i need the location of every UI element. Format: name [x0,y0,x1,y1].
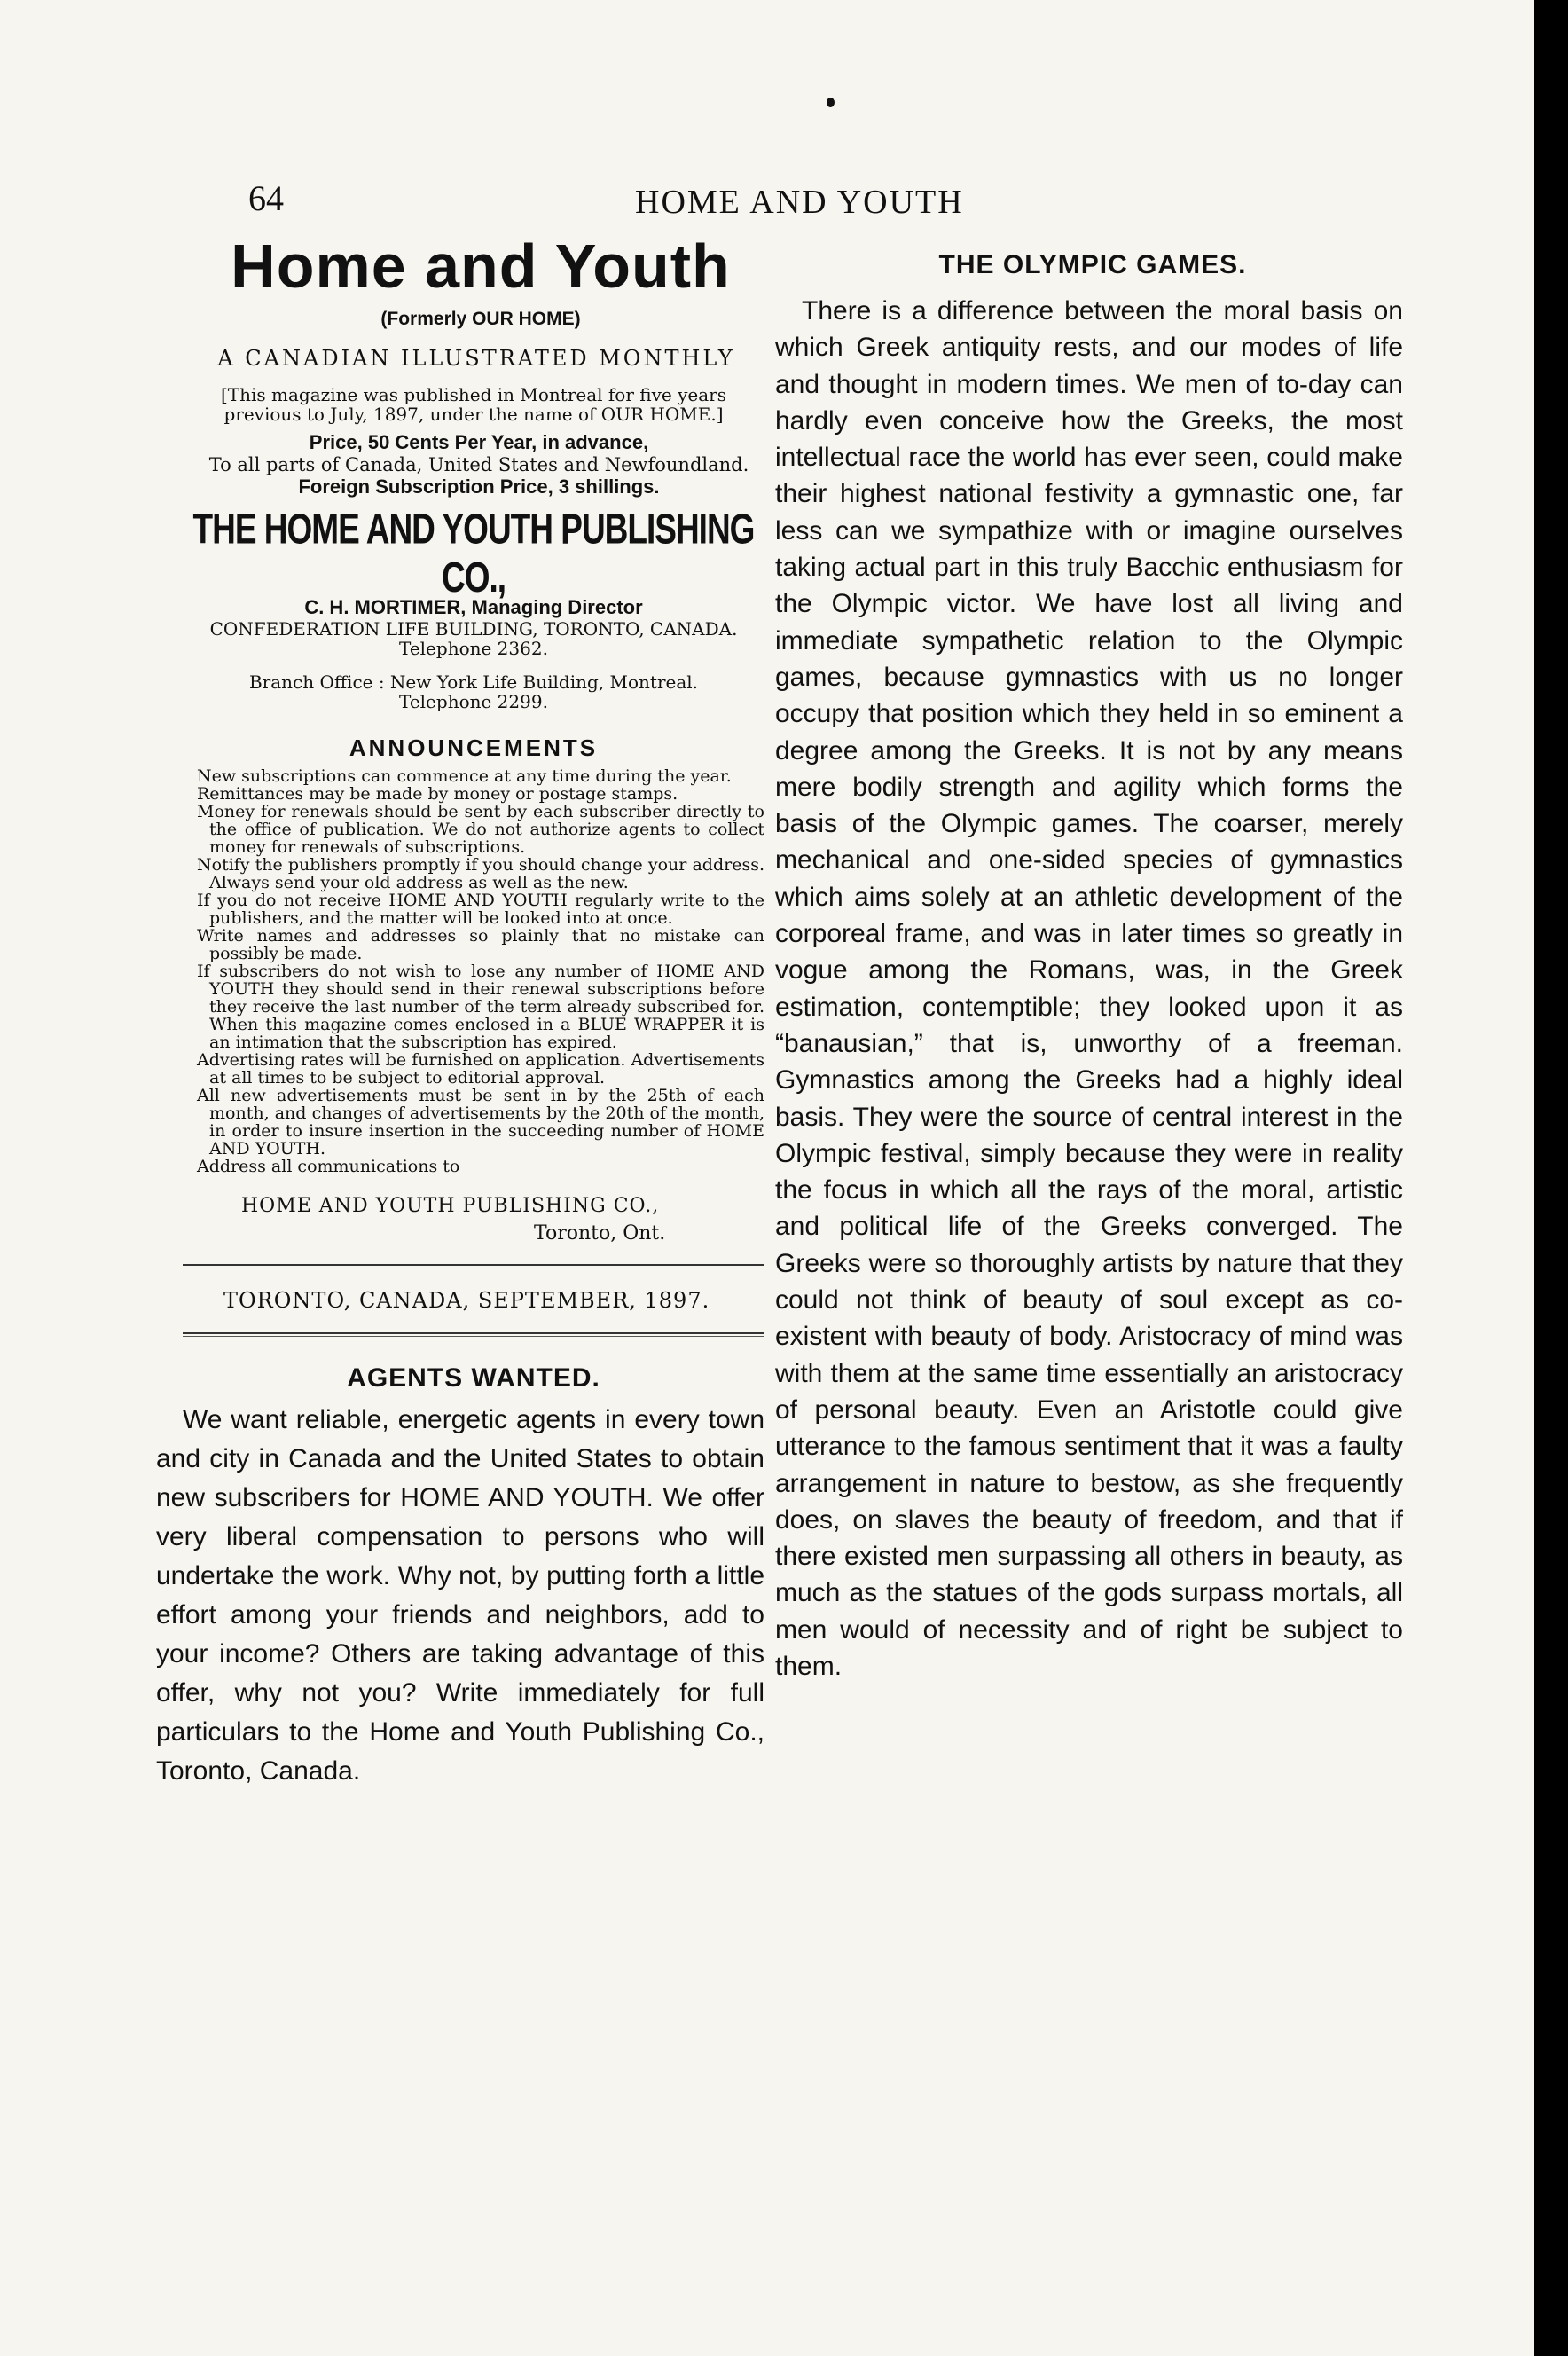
subscription-price: Price, 50 Cents Per Year, in advance, [309,431,649,453]
branch-office: Branch Office : New York Life Building, Montreal. [248,671,699,693]
left-column [156,227,764,1791]
announcements-signature-city: Toronto, Ont. [534,1222,666,1245]
announcement-item: New subscriptions can commence at any time during the year. [197,766,732,786]
double-rule [183,1264,764,1268]
branch-telephone: Telephone 2299. [399,691,548,712]
announcement-item: Notify the publishers promptly if you should change your address. Always send your old address as well as the new. [197,855,764,892]
announcement-item: Advertising rates will be furnished on application. Advertisements at all times to be subject to editorial approval. [197,1050,764,1088]
dateline: TORONTO, CANADA, SEPTEMBER, 1897. [223,1288,710,1313]
subscription-coverage: To all parts of Canada, United States and Newfoundland. [208,454,749,475]
masthead-formerly: (Formerly OUR HOME) [380,309,581,329]
masthead-subtitle: A CANADIAN ILLUSTRATED MONTHLY [217,346,735,371]
managing-director: C. H. MORTIMER, Managing Director [304,596,643,618]
announcement-item: Address all communications to [197,1157,460,1176]
publisher-telephone: Telephone 2362. [399,638,548,659]
agents-body: We want reliable, energetic agents in every town and city in Canada and the United States to obtain new subscribers for HOME AND YOUTH. We offer very liberal compensation to persons who will undertake the work. Why not, by putting forth a little effort among your friends and neighbors, add to your income? Others are taking advantage of this offer, why not you? Write immediately for full particulars to the Home and Youth Publishing Co., Toronto, Canada. [156,1405,764,1786]
publisher-name: THE HOME AND YOUTH PUBLISHING CO., [192,505,755,601]
announcement-item: Money for renewals should be sent by each subscriber directly to the office of publication. We do not authorize agents to collect money for renewals of subscriptions. [197,802,764,857]
running-head: HOME AND YOUTH [635,184,964,221]
announcement-item: If subscribers do not wish to lose any number of HOME AND YOUTH they should send in their renewal subscriptions before they receive the last number of the term already subscribed for. When this magazine comes enclosed in a BLUE WRAPPER it is an intimation that the subscription has expired. [197,962,764,1052]
announcement-item: If you do not receive HOME AND YOUTH regularly write to the publishers, and the matter will be looked into at once. [197,891,764,928]
page-number: 64 [248,178,284,218]
foreign-price: Foreign Subscription Price, 3 shillings. [298,475,660,498]
double-rule [183,1332,764,1337]
history-note: [This magazine was published in Montreal for five years previous to July, 1897, under the name of OUR HOME.] [221,384,726,425]
olympic-body: There is a difference between the moral basis on which Greek antiquity rests, and our modes of life and thought in modern times. We men of to-day can hardly even conceive how the Greeks, the most intellectual race the world has ever seen, could make their highest national festivity a gymnastic one, far less can we sympathize with or imagine ourselves taking actual part in this truly Bacchic enthusiasm for the Olympic victor. We have lost all living and immediate sympathetic relation to the Olympic games, because gymnastics with us no longer occupy that position which they held in so eminent a degree among the Greeks. It is not by any means mere bodily strength and agility which forms the basis of the Olympic games. The coarser, merely mechanical and one-sided species of gymnastics which aims solely at an athletic development of the corporeal frame, and was in later times so greatly in vogue among the Romans, was, in the Greek estimation, contemptible; they looked upon it as “banausian,” that is, unworthy of a freeman. Gymnastics among the Greeks had a highly ideal basis. They were the source of central interest in the Olympic festival, simply because they were in reality the focus in which all the rays of the moral, artistic and political life of the Greeks converged. The Greeks were so thoroughly artists by nature that they could not think of beauty of soul except as co-existent with beauty of body. Aristocracy of mind was with them at the same time essentially an aristocracy of personal beauty. Even an Aristotle could give utterance to the famous sentiment that it was a faulty arrangement in nature to bestow, as she frequently does, on slaves the beauty of freedom, and that if there existed men surpassing all others in beauty, as much as the statues of the gods surpass mortals, all men would of necessity and of right be subject to them. [775,296,1403,1681]
announcement-item: Write names and addresses so plainly that no mistake can possibly be made. [197,926,764,963]
ink-dot [827,98,835,107]
olympic-heading: THE OLYMPIC GAMES. [938,250,1247,279]
right-column [775,250,1403,1685]
agents-heading: AGENTS WANTED. [347,1363,600,1393]
announcement-item: Remittances may be made by money or postage stamps. [197,784,678,804]
publisher-address: CONFEDERATION LIFE BUILDING, TORONTO, CANADA. [209,618,738,640]
announcements-signature: HOME AND YOUTH PUBLISHING CO., [241,1195,660,1217]
masthead-title: Home and Youth [231,232,731,301]
announcements-list [161,767,764,1175]
announcements-title: ANNOUNCEMENTS [349,734,599,761]
announcement-item: All new advertisements must be sent in by the 25th of each month, and changes of advertisements by the 20th of the month, in order to insure insertion in the succeeding number of HOME AND YOUTH. [197,1086,764,1158]
